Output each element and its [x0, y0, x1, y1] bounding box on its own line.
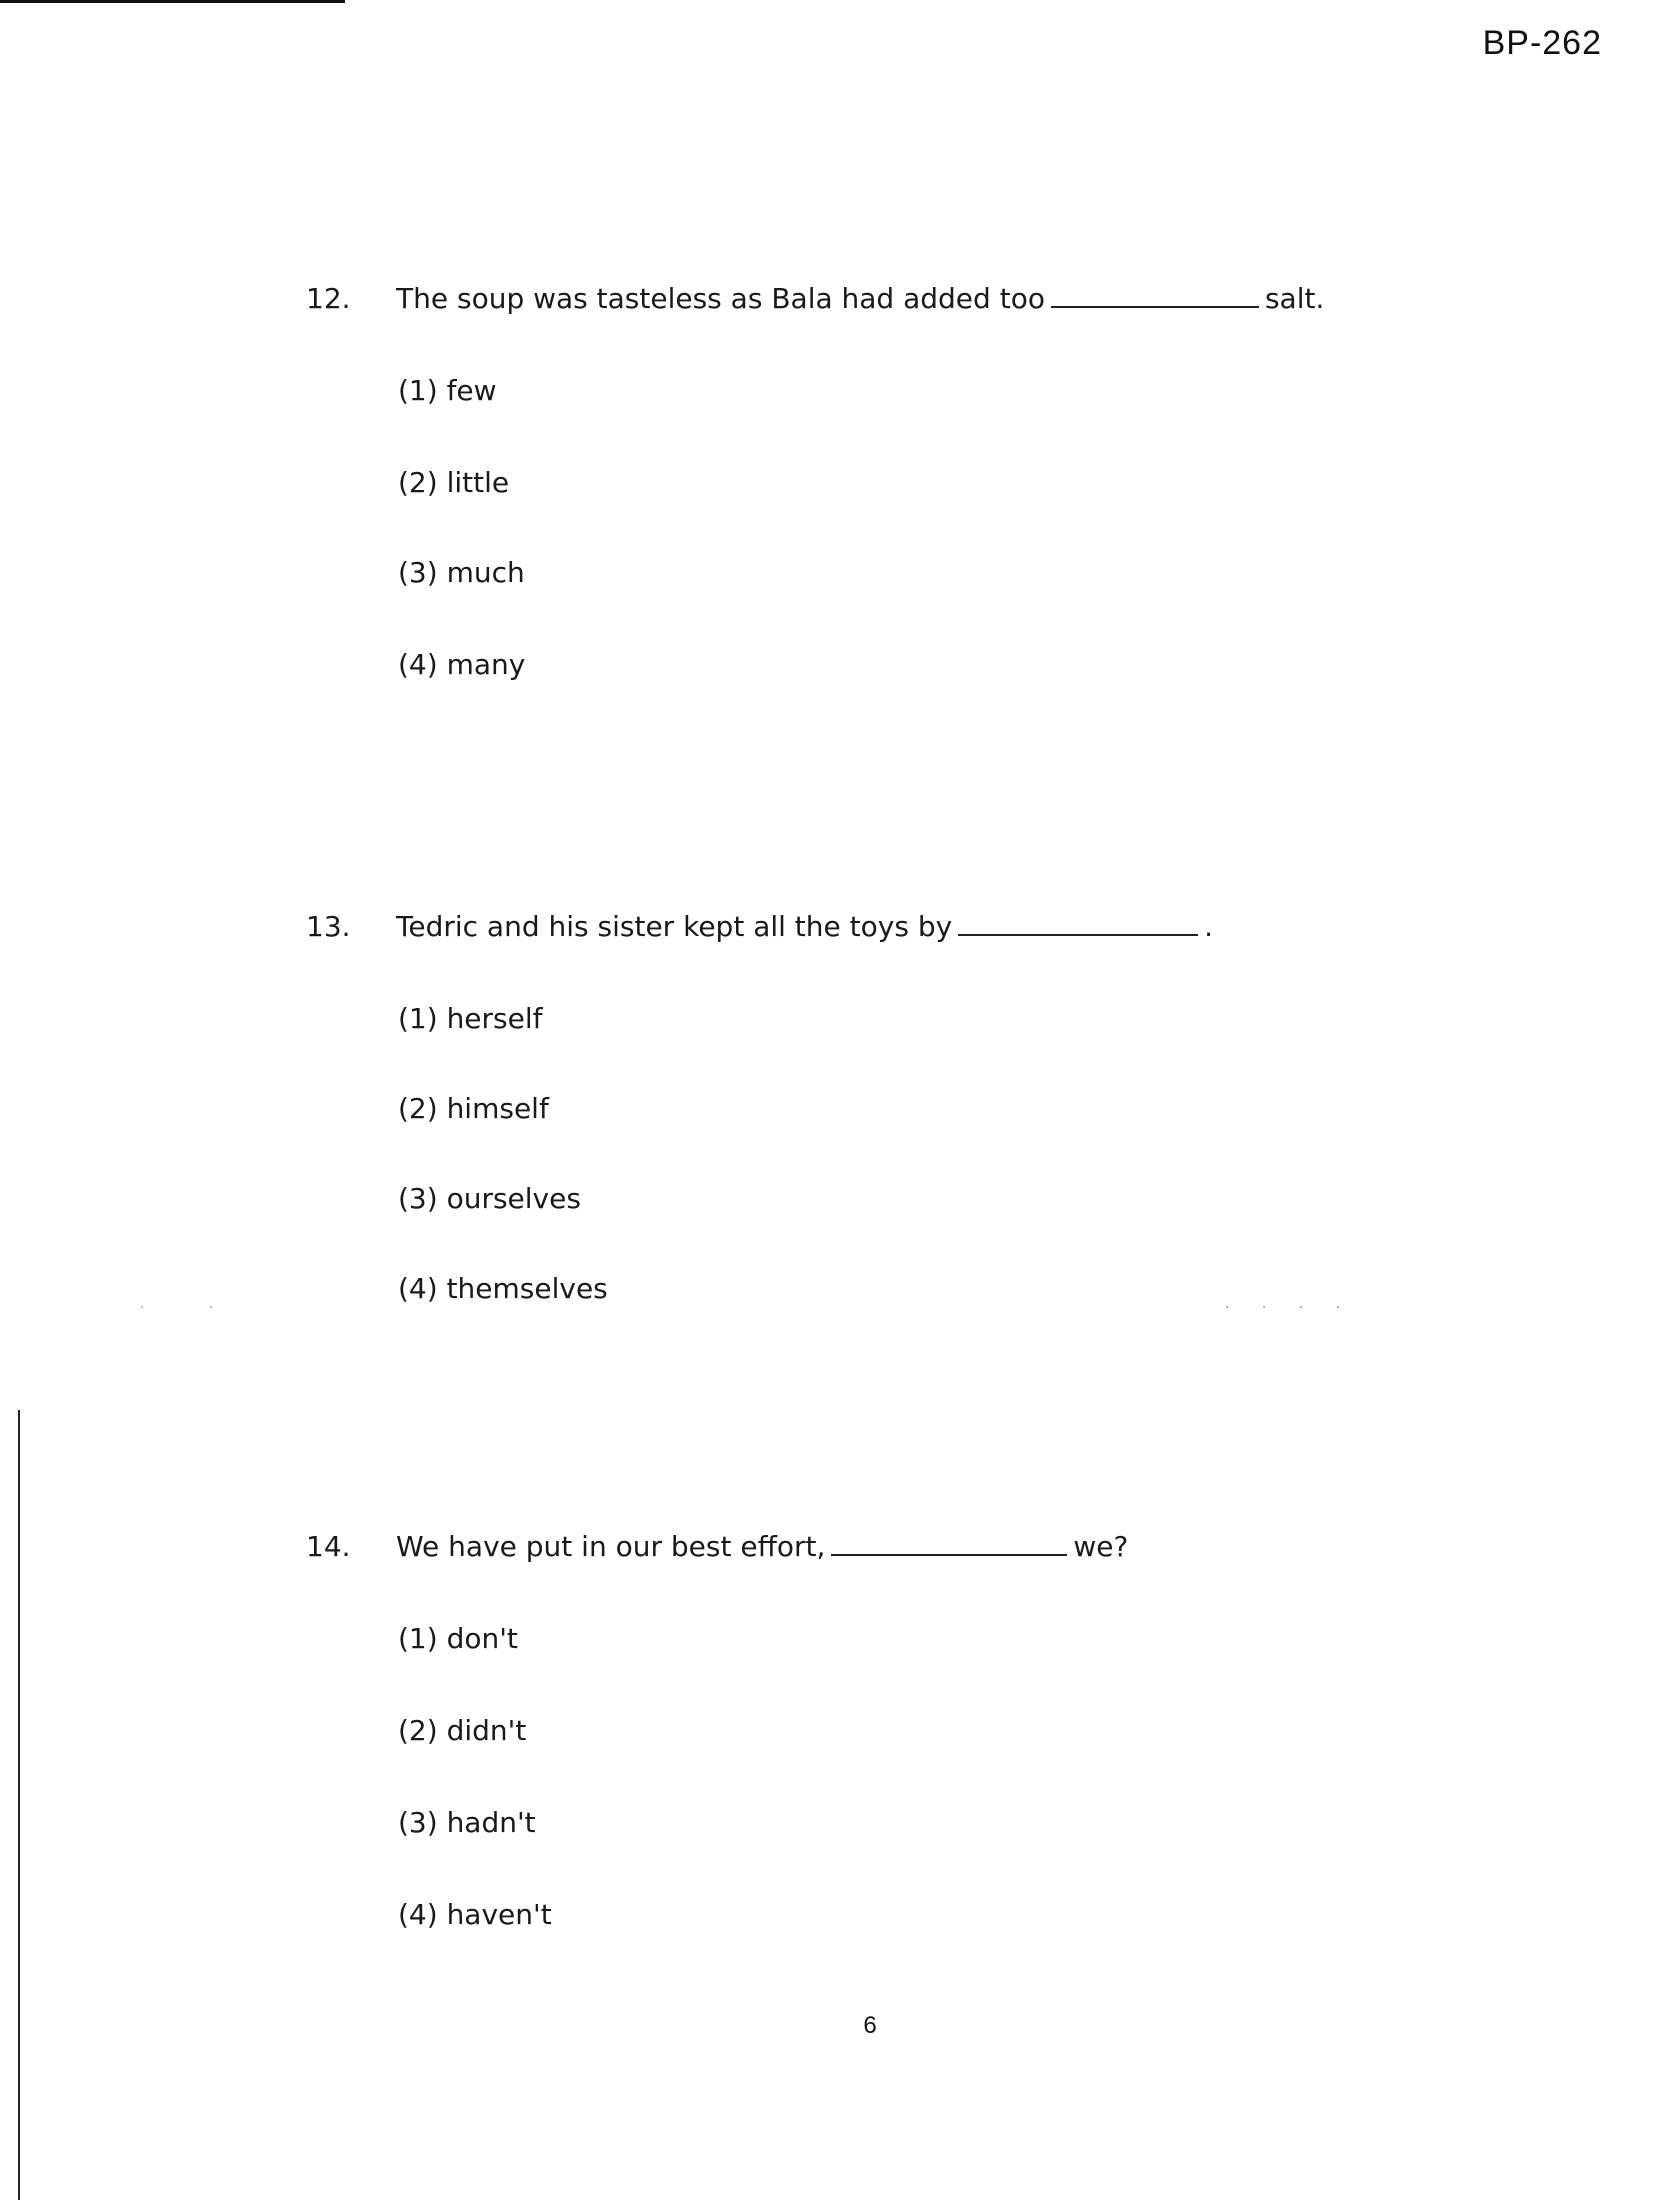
- top-edge-rule: [0, 0, 345, 3]
- question-13-option-2: (2) himself: [398, 1092, 549, 1125]
- question-14-option-1: (1) don't: [398, 1622, 518, 1655]
- stem-after: .: [1204, 910, 1214, 943]
- stem-before: We have put in our best effort,: [396, 1530, 826, 1563]
- answer-blank: [958, 933, 1198, 936]
- question-number: 13.: [306, 910, 351, 943]
- question-12-option-4: (4) many: [398, 648, 526, 681]
- question-12-option-1: (1) few: [398, 374, 497, 407]
- question-14-option-3: (3) hadn't: [398, 1806, 536, 1839]
- page-number: 6: [863, 2012, 877, 2039]
- question-13-option-1: (1) herself: [398, 1002, 543, 1035]
- stem-after: we?: [1073, 1530, 1129, 1563]
- question-13-option-3: (3) ourselves: [398, 1182, 581, 1215]
- question-stem: [396, 282, 1324, 315]
- question-12-option-3: (3) much: [398, 556, 525, 589]
- paper-code: BP-262: [1482, 24, 1602, 62]
- stem-after: salt.: [1264, 282, 1325, 315]
- left-edge-rule: [18, 1410, 20, 2200]
- question-12-option-2: (2) little: [398, 466, 510, 499]
- question-14-option-4: (4) haven't: [398, 1898, 552, 1931]
- question-14-option-2: (2) didn't: [398, 1714, 527, 1747]
- scan-speck-right: · · · ·: [1225, 1300, 1355, 1316]
- stem-before: The soup was tasteless as Bala had added too: [396, 282, 1045, 315]
- question-number: 12.: [306, 282, 351, 315]
- question-stem: [396, 1530, 1128, 1563]
- question-13-option-4: (4) themselves: [398, 1272, 608, 1305]
- question-stem: [396, 910, 1213, 943]
- answer-blank: [1051, 305, 1259, 308]
- answer-blank: [831, 1553, 1067, 1556]
- scan-speck-left: · ·: [140, 1300, 244, 1316]
- stem-before: Tedric and his sister kept all the toys by: [396, 910, 953, 943]
- question-number: 14.: [306, 1530, 351, 1563]
